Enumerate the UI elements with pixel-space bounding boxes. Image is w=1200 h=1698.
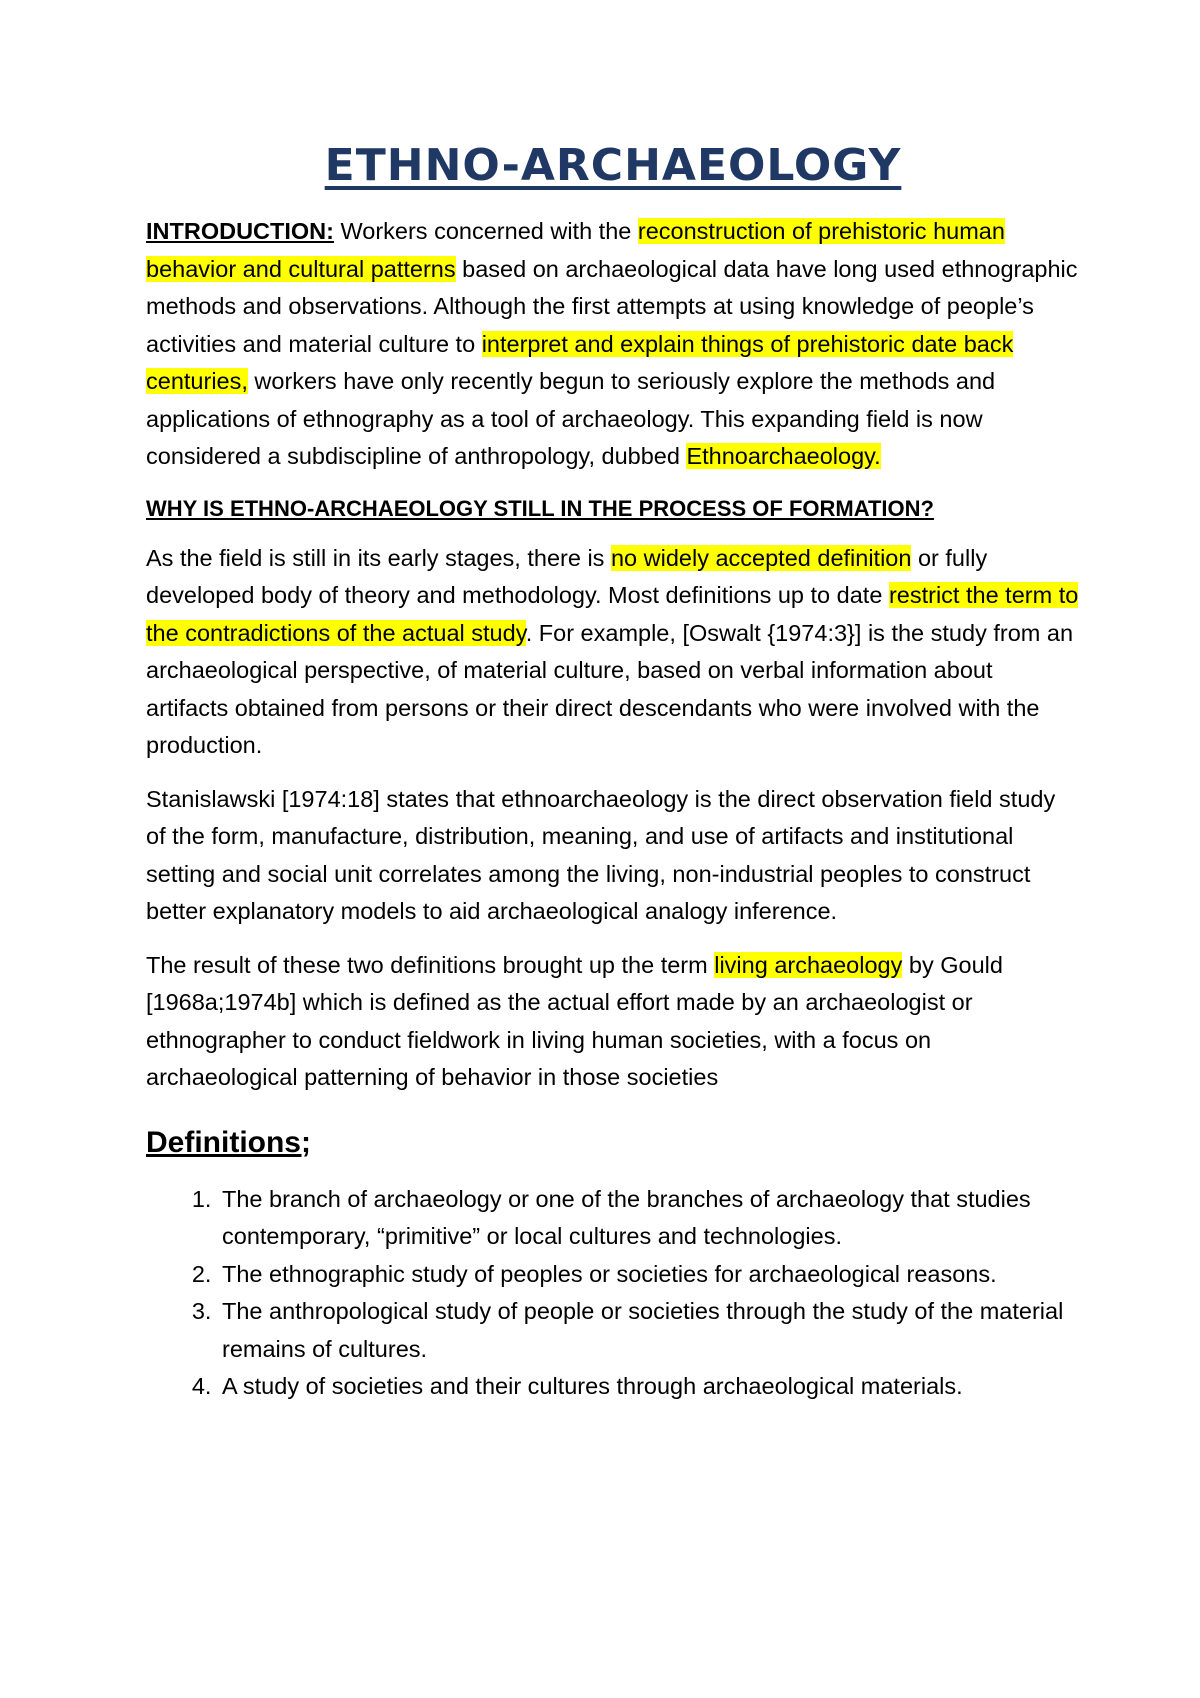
para1-highlight-2: restrict the term to the contradictions of the actual study xyxy=(146,582,1079,646)
intro-paragraph xyxy=(146,213,1080,476)
para1-highlight-1: no widely accepted definition xyxy=(610,544,912,571)
intro-highlight-3: Ethnoarchaeology. xyxy=(686,443,881,469)
intro-highlight-1: reconstruction of prehistoric human behavior and cultural patterns xyxy=(146,218,1005,282)
intro-text-3: workers have only recently begun to seriously explore the methods and applications of ethnography as a tool of archaeology. This expanding field is now considered a subdiscipline of anthropology, dubbed xyxy=(146,368,996,469)
section-heading: WHY IS ETHNO-ARCHAEOLOGY STILL IN THE PROCESS OF FORMATION? xyxy=(146,495,934,521)
list-item: 3. The anthropological study of people or societies through the study of the material remains of cultures. xyxy=(218,1293,1080,1368)
list-item: 1. The branch of archaeology or one of the branches of archaeology that studies contemporary, “primitive” or local cultures and technologies. xyxy=(218,1181,1080,1256)
list-item: 4. A study of societies and their cultures through archaeological materials. xyxy=(218,1368,1080,1406)
intro-text-2: based on archaeological data have long used ethnographic methods and observations. Although the first attempts at using knowledge of people’s activities and material culture to xyxy=(146,255,1078,357)
intro-label: INTRODUCTION: xyxy=(146,218,334,244)
intro-highlight-2: interpret and explain things of prehistoric date back centuries, xyxy=(146,330,1014,394)
para1-text-2: or fully developed body of theory and methodology. Most definitions up to date xyxy=(146,544,988,608)
definition-paragraph-2: Stanislawski [1974:18] states that ethnoarchaeology is the direct observation field study of the form, manufacture, distribution, meaning, and use of artifacts and institutional setting and social unit correlates among the living, non-industrial peoples to construct better explanatory models to aid archaeological analogy inference. xyxy=(146,785,1056,924)
para1-text-1: As the field is still in its early stages, there is xyxy=(146,544,611,571)
definition-paragraph-3 xyxy=(146,947,1080,1097)
para3-highlight-1: living archaeology xyxy=(714,951,903,978)
para1-text-3: . For example, [Oswalt {1974:3}] is the study from an archaeological perspective, of material culture, based on verbal information about artifacts obtained from persons or their direct descendants who were involved with the production. xyxy=(146,619,1074,758)
document-title: ETHNO-ARCHAEOLOGY xyxy=(324,140,902,191)
para3-text-1: The result of these two definitions brought up the term xyxy=(146,951,715,978)
definition-paragraph-1 xyxy=(146,540,1080,765)
definitions-heading: Definitions; xyxy=(146,1125,311,1159)
definitions-list xyxy=(146,1181,1080,1406)
list-item: 2. The ethnographic study of peoples or societies for archaeological reasons. xyxy=(218,1256,1080,1294)
intro-text-1: Workers concerned with the xyxy=(333,218,638,244)
para3-text-2: by Gould [1968a;1974b] which is defined as the actual effort made by an archaeologist or ethnographer to conduct fieldwork in living human societies, with a focus on archaeological patterning of behavior in those societies xyxy=(146,951,1003,1090)
